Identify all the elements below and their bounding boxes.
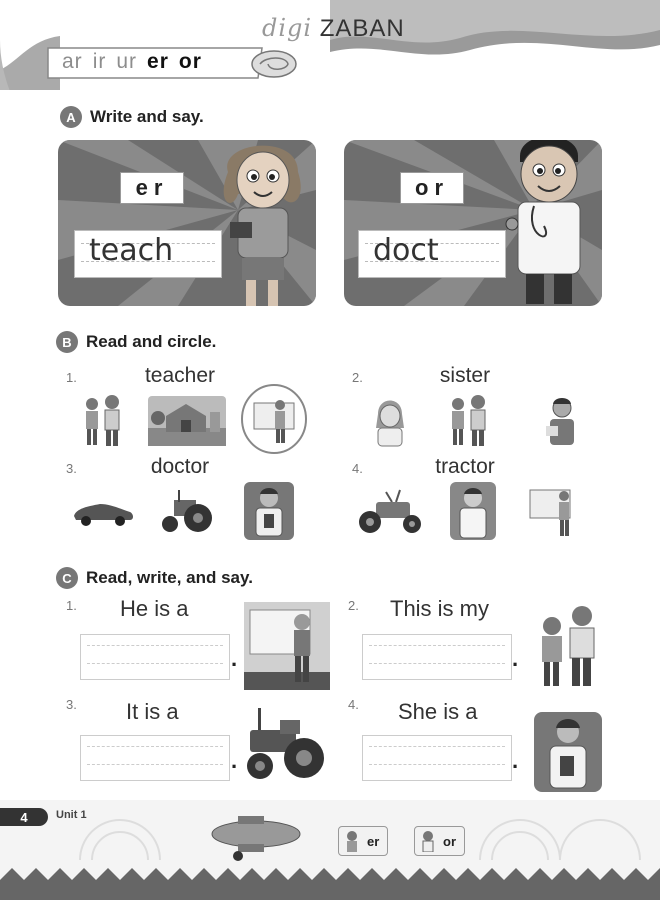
card-er-write-box[interactable]	[74, 230, 222, 278]
c4-period: .	[512, 748, 519, 773]
b2-number: 2.	[352, 370, 363, 385]
sound-or: or	[178, 50, 202, 73]
card-er-letters: er	[120, 172, 184, 204]
c3-sentence: It is a	[126, 699, 179, 724]
c1-teacher-icon[interactable]	[244, 602, 330, 690]
card-or-letters: or	[400, 172, 464, 204]
b2-man-icon[interactable]	[542, 394, 582, 448]
section-b-heading	[56, 331, 216, 353]
teacher-figure	[208, 140, 316, 306]
doctor-figure	[494, 140, 602, 306]
b4-number: 4.	[352, 461, 363, 476]
card-or-word: doct	[373, 233, 439, 268]
c1-answer-box[interactable]	[80, 634, 230, 680]
b2-siblings-icon[interactable]	[446, 394, 492, 448]
b4-doctor-icon[interactable]	[450, 482, 496, 540]
b3-tractor-icon[interactable]	[160, 488, 216, 534]
c3-number: 3.	[66, 697, 77, 712]
c3-tractor-icon[interactable]	[244, 708, 328, 784]
section-a-badge: A	[60, 106, 82, 128]
b4-teacher-icon[interactable]	[528, 486, 582, 538]
b4-word: tractor	[435, 455, 495, 478]
section-c-heading	[56, 567, 253, 589]
c4-answer-box[interactable]	[362, 735, 512, 781]
c3-answer-box[interactable]	[80, 735, 230, 781]
section-c-badge: C	[56, 567, 78, 589]
b1-number: 1.	[66, 370, 77, 385]
b1-siblings-icon[interactable]	[80, 394, 126, 448]
card-or	[344, 140, 602, 306]
card-er	[58, 140, 316, 306]
c1-period: .	[231, 646, 238, 671]
b3-car-icon[interactable]	[70, 498, 136, 528]
b2-nurse-icon[interactable]	[370, 394, 410, 448]
chip-or	[414, 826, 465, 856]
c3-period: .	[231, 748, 238, 773]
b1-word: teacher	[144, 364, 216, 387]
c2-answer-box[interactable]	[362, 634, 512, 680]
chip-er	[338, 826, 388, 856]
page-number: 4	[0, 808, 48, 826]
b1-farm-icon[interactable]	[148, 396, 226, 446]
c2-number: 2.	[348, 598, 359, 613]
c2-siblings-icon[interactable]	[536, 604, 600, 690]
unit-label: Unit 1	[56, 809, 87, 821]
b2-word: sister	[439, 364, 491, 387]
card-er-word: teach	[89, 233, 174, 268]
doctor-mini-icon	[419, 830, 437, 852]
c2-period: .	[512, 646, 519, 671]
c2-sentence: This is my	[390, 596, 489, 621]
sound-ar: ar	[62, 50, 83, 73]
section-a-title: Write and say.	[90, 107, 204, 126]
c4-sentence: She is a	[398, 699, 478, 724]
sound-ir: ir	[92, 50, 107, 73]
b3-word: doctor	[150, 455, 210, 478]
card-or-write-box[interactable]	[358, 230, 506, 278]
section-b-title: Read and circle.	[86, 332, 217, 351]
teacher-mini-icon	[343, 830, 361, 852]
section-a-heading	[60, 106, 204, 128]
section-b-badge: B	[56, 331, 78, 353]
sound-er: er	[147, 50, 169, 73]
sound-ur: ur	[116, 50, 138, 73]
b1-teacher-circled-icon[interactable]	[240, 383, 308, 455]
brand-logo: digi ZABAN	[262, 14, 405, 42]
b3-number: 3.	[66, 461, 77, 476]
sound-list	[62, 50, 212, 74]
c1-number: 1.	[66, 598, 77, 613]
c4-doctor-icon[interactable]	[534, 712, 602, 792]
c1-sentence: He is a	[120, 596, 189, 621]
b4-tractor-icon[interactable]	[356, 488, 426, 536]
b3-doctor-icon[interactable]	[244, 482, 294, 540]
section-c-title: Read, write, and say.	[86, 568, 253, 587]
chip-or-label: or	[443, 833, 456, 849]
footer-decoration	[0, 800, 660, 900]
chip-er-label: er	[367, 833, 380, 849]
c4-number: 4.	[348, 697, 359, 712]
